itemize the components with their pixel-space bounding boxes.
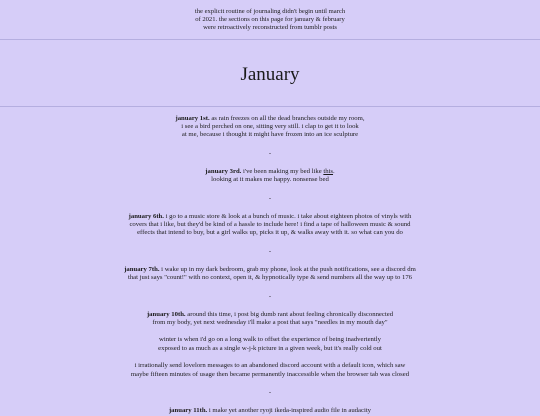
entries-list (0, 107, 540, 416)
entry-date: january 6th. (128, 212, 164, 220)
entry-text: that just says "count!" with no context, open it, & hypnotically type & send numbers all the way up to 176 (127, 274, 413, 282)
entry-text: exposed to as much as a single w-j-k picture in a given week, but it's really cold out (158, 344, 382, 352)
entry-text: at me, because i thought it might have frozen into an ice sculpture (181, 131, 359, 139)
entry-text: as rain freezes on all the dead branches outside my room, (209, 114, 365, 122)
intro-line: of 2021. the sections on this page for january & february (195, 16, 345, 24)
entry-date: january 7th. (124, 265, 160, 273)
entry-date: january 10th. (146, 310, 186, 318)
entry-separator: - (268, 194, 272, 202)
entry-text: looking at it makes me happy. nonsense bed (211, 176, 329, 184)
entry-separator: - (268, 149, 272, 157)
entry-text: around this time, i post big dumb rant about feeling chronically disconnected (185, 310, 394, 318)
journal-entry (0, 407, 540, 415)
entry-link[interactable]: this (323, 167, 334, 175)
entry-text: i see a bird perched on one, sitting very still. i clap to get it to look (181, 123, 359, 131)
entry-text: i go to a music store & look at a bunch of music. i take about eighteen photos of vinyls with (163, 212, 412, 220)
entry-date: january 11th. (168, 407, 208, 415)
journal-entry (0, 115, 540, 140)
entry-text: winter is when i'd go on a long walk to offset the experience of being inadvertently (159, 336, 381, 344)
entry-separator: - (268, 247, 272, 255)
entry-text: maybe fifteen minutes of usage then became permanently inaccessible when the browser tab was closed (130, 370, 410, 378)
entry-separator: - (268, 292, 272, 300)
entry-text: covers that i like, but they'd be kind of a hassle to include here! i find a tape of halloween music & sound (129, 221, 411, 229)
entry-text: i irrationally send lovelorn messages to an abandoned discord account with a default icon, which saw (134, 362, 406, 370)
entry-text: i make yet another ryoji ikeda-inspired audio file in audacity (207, 407, 372, 415)
entry-separator: - (268, 389, 272, 397)
entry-text: i've been making my bed like (241, 167, 324, 175)
entry-date: january 1st. (175, 114, 210, 122)
month-heading: January (240, 63, 300, 85)
entry-text: from my body, yet next wednesday i'll make a post that says "needles in my mouth day" (152, 319, 388, 327)
journal-entry (0, 266, 540, 283)
entry-text: i wake up in my dark bedroom, grab my phone, look at the push notifications, see a discord dm (159, 265, 416, 273)
journal-entry (0, 311, 540, 379)
intro-line: the explicit routine of journaling didn't begin until march (194, 8, 346, 15)
entry-text: effects that intend to buy, but a girl walks up, picks it up, & walks away with it. so what can you do (137, 229, 403, 237)
entry-text: . (333, 167, 335, 175)
journal-entry (0, 168, 540, 185)
journal-page (0, 8, 540, 413)
journal-entry (0, 213, 540, 238)
intro-line: were retroactively reconstructed from tumblr posts (203, 24, 337, 32)
entry-date: january 3rd. (205, 167, 242, 175)
divider (0, 39, 540, 40)
intro-note (0, 8, 540, 33)
